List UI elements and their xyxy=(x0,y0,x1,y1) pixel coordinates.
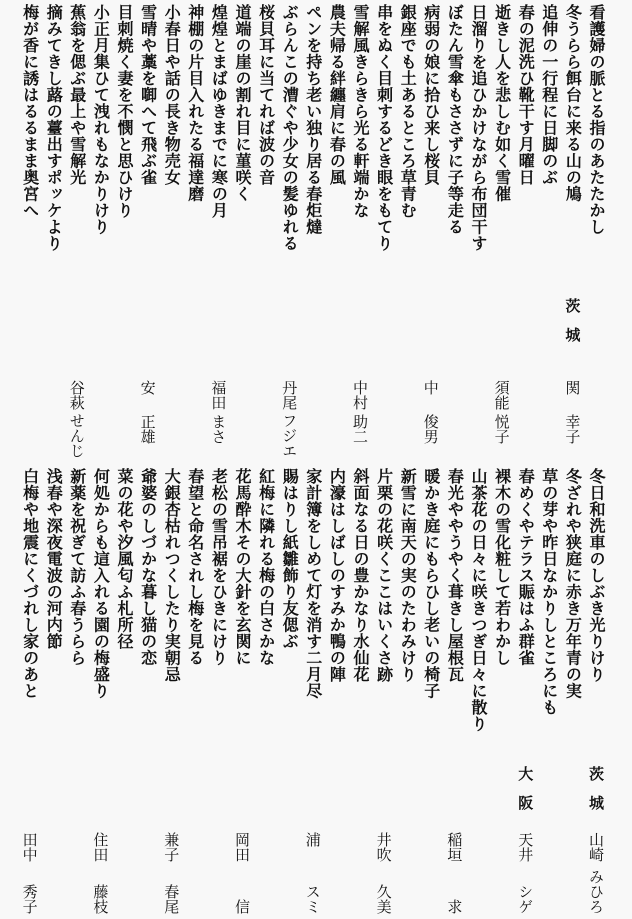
author-surname: 山崎 xyxy=(587,832,605,862)
haiku-column: 春の泥洗ひ靴干す月曜日 xyxy=(516,4,536,186)
haiku-column: 雪解風きらきら光る軒端かな xyxy=(351,4,370,219)
haiku-column: ぼたん雪傘もささずに子等走る xyxy=(445,4,465,235)
haiku-column: 新雪に南天の実のたわみけり xyxy=(398,468,418,683)
author-surname: 中 xyxy=(421,380,440,395)
haiku-column: 煌煌とまばゆきまでに寒の月 xyxy=(209,4,229,219)
haiku-column: 裸木の雪化粧して若わかし xyxy=(492,468,512,666)
haiku-column: 串をぬく目刺するどき眼をもてり xyxy=(374,4,394,252)
author-surname: 谷萩 xyxy=(67,380,86,410)
haiku-column: 暖かき庭にもらひし老いの椅子 xyxy=(421,468,441,699)
author-given-name: 悦子 xyxy=(492,414,511,444)
haiku-column: 草の芽や昨日なかりしところにも xyxy=(539,468,559,716)
haiku-column: 老松の雪吊裾をひきにけり xyxy=(209,468,229,666)
haiku-column: 花馬酔木その大針を玄関に xyxy=(233,468,252,666)
haiku-column: 白梅や地震にくづれし家のあと xyxy=(20,468,40,699)
haiku-column: 大銀杏枯れつくしたり実朝忌 xyxy=(162,468,182,683)
author-given-name: スミ xyxy=(303,884,322,914)
haiku-column: 農夫帰る絆纏肩に春の風 xyxy=(327,4,347,186)
author-given-name: みひろ xyxy=(587,869,605,914)
author-given-name: 久美 xyxy=(374,884,393,914)
author-surname: 田中 xyxy=(20,832,39,862)
haiku-column: 冬日和洗車のしぶき光りけり xyxy=(587,468,606,683)
author-surname: 岡田 xyxy=(233,832,251,862)
author-surname: 安 xyxy=(138,380,157,395)
haiku-column: 何処からも這入れる園の梅盛り xyxy=(91,468,111,699)
haiku-column: ぶらんこの漕ぐや少女の髪ゆれる xyxy=(280,4,300,252)
author-given-name: まさ xyxy=(209,414,228,444)
haiku-column: 冬ざれや狭庭に赤き万年青の実 xyxy=(563,468,583,699)
haiku-column: 神棚の片目入れたる福達磨 xyxy=(185,4,205,202)
author-given-name: 秀子 xyxy=(20,884,39,914)
haiku-column: 看護婦の脈とる指のあたたかし xyxy=(587,4,606,235)
author-given-name: 幸子 xyxy=(563,414,582,444)
haiku-column: 菜の花や汐風匂ふ札所径 xyxy=(115,468,134,650)
haiku-column: 春光ややうやく葺きし屋根瓦 xyxy=(445,468,465,683)
haiku-column: 蕉翁を偲ぶ最上や雪解光 xyxy=(67,4,87,186)
author-given-name: フジエ xyxy=(280,413,299,458)
haiku-column: 家計簿をしめて灯を消す二月尽 xyxy=(303,468,323,699)
haiku-column: 雪晴や藁を啣へて飛ぶ雀 xyxy=(138,4,158,186)
haiku-column: 春めくやテラス賑はふ群雀 xyxy=(516,468,536,666)
author-given-name: 信 xyxy=(233,899,251,914)
author-surname: 関 xyxy=(563,380,582,395)
haiku-column: 小春日や話の長き物売女 xyxy=(162,4,182,186)
author-given-name: せんじ xyxy=(67,413,86,458)
haiku-column: 爺婆のしづかな暮し猫の恋 xyxy=(138,468,158,666)
haiku-column: 斜面なる日の豊かなり水仙花 xyxy=(351,468,370,683)
author-given-name: シゲ xyxy=(516,884,535,914)
haiku-column: 摘みてきし蕗の薹出すポッケより xyxy=(44,4,64,252)
haiku-column: 新薬を祝ぎて訪ふ春うらら xyxy=(67,468,87,666)
author-surname: 浦 xyxy=(303,832,322,847)
author-prefecture: 大阪 xyxy=(516,766,535,824)
haiku-column: 追伸の一行程に日脚のぶ xyxy=(539,4,559,186)
haiku-column: 逝きし人を悲しむ如く雪催 xyxy=(492,4,512,202)
haiku-column: 病弱の娘に拾ひ来し桜貝 xyxy=(421,4,441,186)
haiku-column: 梅が香に誘はるるまま奥宮へ xyxy=(20,4,40,219)
author-surname: 丹尾 xyxy=(280,380,299,410)
haiku-column: 紅梅に隣れる梅の白さかな xyxy=(256,468,276,666)
haiku-column: 冬うらら餌台に来る山の鳩 xyxy=(563,4,583,202)
author-surname: 兼子 xyxy=(162,832,181,862)
haiku-column: 小正月集ひて洩れもなかりけり xyxy=(91,4,111,235)
haiku-column: 目刺焼く妻を不憫と思ひけり xyxy=(115,4,134,219)
author-given-name: 求 xyxy=(445,899,464,914)
author-given-name: 助二 xyxy=(351,414,369,444)
author-prefecture: 茨城 xyxy=(563,298,582,356)
haiku-column: 春望と命名されし梅を見る xyxy=(185,468,205,666)
haiku-column: 山茶花の日々に咲きつぎ日々に散り xyxy=(469,468,488,732)
author-given-name: 藤枝 xyxy=(91,884,110,914)
haiku-column: 片栗の花咲くここはいくさ跡 xyxy=(374,468,394,683)
haiku-column: ペンを持ち老い独り居る春炬燵 xyxy=(303,4,323,235)
haiku-column: 桜貝耳に当てれば波の音 xyxy=(256,4,276,186)
author-surname: 天井 xyxy=(516,832,535,862)
author-given-name: 春尾 xyxy=(162,884,181,914)
haiku-column: 日溜りを追ひかけながら布団干す xyxy=(469,4,488,252)
author-given-name: 正雄 xyxy=(138,414,157,444)
haiku-column: 道端の崖の割れ目に菫咲く xyxy=(233,4,252,202)
author-given-name: 俊男 xyxy=(421,414,440,444)
author-surname: 稲垣 xyxy=(445,832,464,862)
haiku-column: 内濠はしばしのすみか鴨の陣 xyxy=(327,468,347,683)
author-surname: 須能 xyxy=(492,380,511,410)
author-surname: 福田 xyxy=(209,380,228,410)
author-surname: 井吹 xyxy=(374,832,393,862)
haiku-column: 浅春や深夜電波の河内節 xyxy=(44,468,64,650)
haiku-column: 賜はりし紙雛飾り友偲ぶ xyxy=(280,468,300,650)
author-surname: 中村 xyxy=(351,380,369,410)
haiku-column: 銀座でも土あるところ草青む xyxy=(398,4,418,219)
author-surname: 住田 xyxy=(91,832,110,862)
author-prefecture: 茨城 xyxy=(587,766,605,824)
